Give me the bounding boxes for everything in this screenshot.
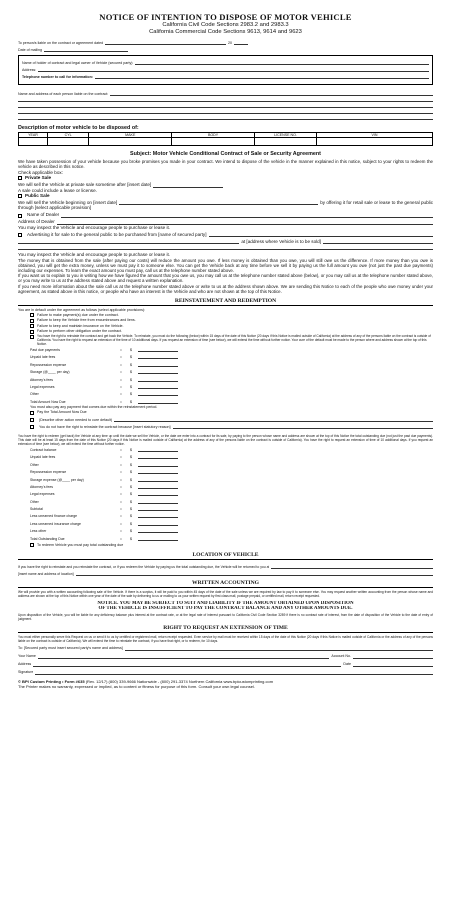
address-label: Address — [18, 662, 32, 667]
redeem-amounts — [18, 446, 433, 542]
date-label: Date — [343, 662, 351, 667]
advertise-text: Advertising it for sale to the general public to be purchased from [name of secured party] — [27, 231, 207, 237]
warning-line-1: NOTICE. YOU MAY BE SUBJECT TO SUIT AND LIABILITY IF THE AMOUNT OBTAINED UPON DISPOSITION — [97, 600, 354, 606]
public-sale-label: Public Sale — [25, 192, 50, 198]
redeem-amount-row — [18, 505, 433, 512]
redeem-amount-label: Total Outstanding Due — [30, 536, 65, 541]
redeem-amount-amount-field[interactable] — [138, 514, 178, 518]
dollar-sign: $ — [130, 455, 132, 460]
leader-dot: • — [120, 499, 122, 504]
redeem-amount-amount-field[interactable] — [138, 470, 178, 474]
reinstate-amount-label: Total Amount Now Due — [30, 399, 66, 404]
col-body: BODY — [172, 133, 255, 138]
col-license: LICENSE NO. — [254, 133, 316, 138]
leader-dot: • — [120, 462, 122, 467]
written-divider — [18, 587, 433, 588]
extension-to-field[interactable] — [125, 646, 433, 651]
redeem-amount-label: Contract balance — [30, 447, 57, 452]
reinstate-checkbox[interactable] — [30, 335, 34, 339]
reinstate-amount-amount-field[interactable] — [138, 400, 178, 404]
redeem-amount-row — [18, 468, 433, 475]
redeem-amount-row — [18, 483, 433, 490]
contract-dated-label: To person/s liable on the contract or agreement dated — [18, 40, 104, 45]
location-insert-label: [insert name and address of location] — [18, 571, 74, 576]
address-field[interactable] — [33, 662, 341, 667]
redeem-amount-amount-field[interactable] — [138, 507, 178, 511]
reinstate-amount-label: Legal expenses — [30, 384, 55, 389]
redeem-amount-amount-field[interactable] — [138, 463, 178, 467]
redeem-amount-label: Other — [30, 499, 39, 504]
location-field[interactable] — [271, 564, 433, 569]
date-field[interactable] — [353, 662, 433, 667]
leader-dot: • — [120, 384, 122, 389]
describe-label: (Describe other action needed to cure default) — [39, 417, 113, 422]
leader-dot: • — [120, 362, 122, 367]
secured-party-name-field[interactable] — [209, 232, 433, 237]
body-cell[interactable] — [172, 138, 255, 146]
signature-field[interactable] — [35, 670, 433, 675]
mailing-date-field[interactable] — [44, 47, 128, 52]
contract-date-field[interactable] — [105, 40, 226, 45]
leader-dot: • — [120, 455, 122, 460]
no-reinstate-label: You do not have the right to reinstate the contract because [insert statutory reason] — [39, 424, 171, 429]
subject-heading: Subject: Motor Vehicle Conditional Contract of Sale or Security Agreement — [130, 151, 321, 158]
redeem-amount-amount-field[interactable] — [138, 537, 178, 541]
footer-disclaimer: The Printer makes no warranty, expressed or implied, as to content or fitness for purpose of this form. Consult your own legal counsel. — [18, 683, 255, 689]
dollar-sign: $ — [130, 514, 132, 519]
reinstate-amount-row — [18, 369, 433, 376]
pay-total-checkbox[interactable] — [30, 411, 34, 415]
footer-brand: © BPI Custom Printing • Form #635 — [18, 678, 85, 684]
reinstate-amount-amount-field[interactable] — [138, 370, 178, 374]
location-address-field[interactable] — [76, 571, 433, 576]
reinstate-amount-row — [18, 361, 433, 368]
account-label: Account No. — [331, 654, 351, 659]
leader-dot: • — [120, 355, 122, 360]
vehicle-heading: Description of motor vehicle to be disposed of: — [18, 125, 139, 132]
inspect-text: You may inspect the Vehicle and encourage people to purchase or lease it. — [18, 224, 171, 230]
your-name-field[interactable] — [38, 654, 330, 659]
reinstate-amount-row — [18, 376, 433, 383]
default-insurance-checkbox[interactable] — [30, 324, 34, 328]
redeem-amount-amount-field[interactable] — [138, 485, 178, 489]
leader-dot: • — [120, 392, 122, 397]
info-paragraph: If you need more information about the sale call us at the telephone number stated above or write to us at the address shown above. We are sending this Notice to each of the people who owe money under your agreement, as stated above in this notice, or people who have an interest in the Vehicle and who are not shown at the top of this Notice. — [18, 283, 433, 294]
reinstate-amount-row — [18, 383, 433, 390]
redeem-amount-amount-field[interactable] — [138, 500, 178, 504]
reinstate-paragraph: You have the right to reinstate the contract and get back the Vehicle. To reinstate, you must do the following (below) within 15 days of the date of this Notice (20 days if this Notice is mailed outside of California) at the address of any of the persons liable on the contract is outside of California. You have the right to request an extension of the time of 10 additional days. If you request an extension of time (see below), we will extend the time without further notice. Your cure of the default must be made to the person where and address shown at the top of this Notice. — [37, 334, 431, 347]
sale-address-field-2[interactable] — [323, 239, 433, 244]
contract-year-field[interactable] — [234, 40, 248, 45]
phone-label: Telephone number to call for information: — [22, 74, 94, 79]
redeem-amount-row — [18, 461, 433, 468]
private-sale-text: We will sell the Vehicle at private sale sometime after [insert date] — [18, 182, 152, 188]
default-payment-label: Failure to make payment(s) due under the contract. — [37, 312, 119, 317]
redeem-amount-label: Other — [30, 462, 39, 467]
location-divider — [18, 559, 433, 560]
leader-dot: • — [120, 514, 122, 519]
dealer-field[interactable] — [61, 213, 433, 218]
dollar-sign: $ — [130, 484, 132, 489]
signature-label: Signature — [18, 670, 34, 675]
default-insurance-label: Failure to keep and maintain insurance on the Vehicle. — [37, 323, 124, 328]
leader-dot: • — [120, 521, 122, 526]
reinstate-amount-amount-field[interactable] — [138, 363, 178, 367]
redeem-amount-row — [18, 454, 433, 461]
liable-persons-field[interactable] — [110, 91, 433, 96]
license-cell[interactable] — [254, 138, 316, 146]
dollar-sign: $ — [130, 477, 132, 482]
dollar-sign: $ — [130, 507, 132, 512]
holder-address-field[interactable] — [38, 67, 429, 72]
form-subtitle-civil: California Civil Code Sections 2983.2 and 2983.3 — [162, 22, 289, 28]
redeem-amount-label: Legal expenses — [30, 492, 55, 497]
reinstate-amount-row — [18, 391, 433, 398]
redeem-amount-row — [18, 513, 433, 520]
redeem-amount-row — [18, 498, 433, 505]
cyl-cell[interactable] — [47, 138, 88, 146]
no-reinstate-field[interactable] — [173, 424, 433, 429]
reinstate-amount-label: Storage (@____ per day) — [30, 370, 70, 375]
year-prefix: 20 — [228, 40, 232, 45]
redeem-amount-amount-field[interactable] — [138, 455, 178, 459]
location-heading: LOCATION OF VEHICLE — [192, 551, 259, 558]
reinstate-amount-row — [18, 354, 433, 361]
section-divider — [18, 305, 433, 306]
extension-heading: RIGHT TO REQUEST AN EXTENSION OF TIME — [163, 624, 288, 631]
redeem-amount-amount-field[interactable] — [138, 478, 178, 482]
redeem-paragraph: You have the right to redeem (get back) the Vehicle at any time up until the date we sell the Vehicle, or the date we enter into a contract for its sale, by paying to the person whose name and address are shown at the top of this Notice the total outstanding due (not just the past due payments). This date will be at least 15 days from the date of this Notice (20 days if this Notice is mailed outside of California) at the address of any of the persons liable on the contract is outside of California). You have the right to request an extension of time of 10 additional days. If you request an extension of time (see below), we will extend the time without further notice. — [18, 434, 433, 447]
col-make: MAKE — [89, 133, 172, 138]
col-year: YEAR — [19, 133, 48, 138]
extension-divider — [18, 632, 433, 633]
redeem-amount-amount-field[interactable] — [138, 448, 178, 452]
dealer-label: Name of Dealer — [27, 212, 60, 218]
also-pay-text: You must also pay any payment that comes due within the reinstatement period. — [30, 405, 158, 410]
leader-dot: • — [120, 477, 122, 482]
private-sale-label: Private Sale — [25, 175, 52, 181]
secured-party-box — [18, 55, 433, 85]
dealer-checkbox[interactable] — [18, 214, 22, 218]
money-paragraph: The money that is obtained from the sale (after paying our costs) will reduce the amount you owe. If less money is obtained than you owe, you will still owe us the difference. If more money than you owe is obtained, you will get the extra money, unless we must pay it to someone else. You can get the Vehicle back at any time before we sell it by paying us the full amount you owe (not just the past due payments) including our expenses. To learn the exact amount you must pay, call us at the telephone number stated above. — [18, 257, 433, 274]
leader-dot: • — [120, 377, 122, 382]
reinstate-amount-row — [18, 346, 433, 353]
leader-dot: • — [120, 492, 122, 497]
reinstate-amount-label: Unpaid late fees — [30, 355, 56, 360]
public-sale-text: We will sell the Vehicle beginning on [insert date] — [18, 200, 118, 205]
explain-paragraph: If you want us to explain to you in writing how we have figured the amount that you owe us, you may call us at the telephone number stated above (below), or you may call us at the telephone number stated above, or you may write to us at the address stated above and request a written explanation. — [18, 273, 433, 284]
reinstate-amount-label: Attorney's fees — [30, 377, 54, 382]
redeem-amount-label: Subtotal — [30, 507, 43, 512]
make-cell[interactable] — [89, 138, 172, 146]
extension-paragraph: You must either personally serve this Request on us or send it to us by certified or registered mail, return receipt requested. Even service by mail must be received within 15 days of the date of this Notice (20 days if this Notice is mailed outside of California or the address of any of the persons liable on the contract is outside of California). We will extend the time to reinstate the contract, if you have that right, or to redeem, for 10 days. — [18, 634, 433, 643]
reinstate-amount-amount-field[interactable] — [138, 392, 178, 396]
account-field[interactable] — [353, 654, 433, 659]
redeem-amount-label: Less unearned insurance charge — [30, 521, 81, 526]
redeem-amount-label: Less unearned finance charge — [30, 514, 78, 519]
dealer-address-label: Address of Dealer — [18, 219, 55, 225]
dollar-sign: $ — [130, 370, 132, 375]
vehicle-table — [18, 132, 433, 146]
holder-address-label: Address: — [22, 67, 37, 72]
redeem-amount-row — [18, 491, 433, 498]
default-other-checkbox[interactable] — [30, 330, 34, 334]
dollar-sign: $ — [130, 348, 132, 353]
reinstate-amounts — [18, 346, 433, 405]
advertise-text-2: at [address where Vehicle is to be sold] — [241, 238, 321, 244]
leader-dot: • — [120, 399, 122, 404]
vin-cell[interactable] — [317, 138, 433, 146]
reinstate-amount-amount-field[interactable] — [138, 355, 178, 359]
private-sale-checkbox[interactable] — [18, 176, 22, 180]
default-liens-label: Failure to keep the Vehicle free from encumbrances and liens. — [37, 318, 136, 323]
leader-dot: • — [120, 370, 122, 375]
form-subtitle-commercial: California Commercial Code Sections 9613, 9614 and 9623 — [149, 28, 302, 35]
written-paragraph: We will provide you with a written accounting following sale of the Vehicle. If there is a surplus, it will be paid to you within 45 days of the date of the sale unless we are required by law to pay it to someone else. You may request another written accounting from the person whose name and address are shown at the top of this Notice within one year of the date of the sale by delivering to us or mailing to us your written request by first class mail, postage prepaid, or certified mail, return receipt requested. — [18, 589, 433, 598]
default-intro: You are in default under the agreement as follows (select applicable provisions): — [18, 308, 146, 313]
describe-field[interactable] — [114, 417, 433, 422]
liable-persons-label: Name and address of each person liable on the contract: — [18, 91, 109, 96]
default-liens-checkbox[interactable] — [30, 319, 34, 323]
dollar-sign: $ — [130, 447, 132, 452]
redeem-amount-row — [18, 476, 433, 483]
redeem-amount-row — [18, 535, 433, 542]
dollar-sign: $ — [130, 384, 132, 389]
inspect-text-2: You may inspect the Vehicle and encourage people to purchase or lease it. — [18, 252, 171, 258]
dollar-sign: $ — [130, 462, 132, 467]
holder-field[interactable] — [135, 60, 429, 65]
your-name-label: Your Name — [18, 654, 36, 659]
col-cyl: CYL — [47, 133, 88, 138]
sale-address-field[interactable] — [18, 239, 239, 244]
advertise-checkbox[interactable] — [18, 233, 22, 237]
sale-address-line-3[interactable] — [18, 244, 433, 250]
disposition-paragraph: Upon disposition of the Vehicle, you will be liable for any deficiency balance plus interest at the contract rate, or at the legal rate of interest pursuant to California Civil Code Section 3289 if there is no contract rate of interest, from the date of disposition of the Vehicle to the date of entry of judgment. — [18, 612, 433, 621]
redeem-checkbox[interactable] — [30, 543, 34, 547]
dollar-sign: $ — [130, 355, 132, 360]
dollar-sign: $ — [130, 377, 132, 382]
redeem-amount-row — [18, 528, 433, 535]
redeem-amount-label: Less other — [30, 529, 47, 534]
default-payment-checkbox[interactable] — [30, 313, 34, 317]
leader-dot: • — [120, 348, 122, 353]
redeem-amount-amount-field[interactable] — [138, 529, 178, 533]
redeem-amount-amount-field[interactable] — [138, 522, 178, 526]
public-sale-text-3: through [select applicable provision] — [18, 205, 92, 211]
reinstate-amount-amount-field[interactable] — [138, 348, 178, 352]
leader-dot: • — [120, 507, 122, 512]
check-applicable: Check applicable box: — [18, 169, 63, 175]
dollar-sign: $ — [130, 499, 132, 504]
reinstate-amount-label: Other — [30, 392, 39, 397]
year-cell[interactable] — [19, 138, 48, 146]
public-sale-checkbox[interactable] — [18, 194, 22, 198]
private-sale-date-field[interactable] — [153, 183, 223, 188]
dollar-sign: $ — [130, 521, 132, 526]
form-title: NOTICE OF INTENTION TO DISPOSE OF MOTOR VEHICLE — [99, 12, 352, 22]
redeem-amount-row — [18, 446, 433, 453]
extension-to-label: To: [Secured party must insert secured party's name and address] — [18, 646, 123, 651]
pay-total-label: Pay the Total Amount Now Due — [37, 410, 87, 415]
reinstate-amount-row — [18, 398, 433, 405]
reinstate-amount-amount-field[interactable] — [138, 385, 178, 389]
liable-persons-line-5[interactable] — [18, 114, 433, 120]
redeem-amount-label: Unpaid late fees — [30, 455, 56, 460]
leader-dot: • — [120, 484, 122, 489]
reinstate-amount-label: Past due payments — [30, 348, 60, 353]
redeem-amount-row — [18, 520, 433, 527]
public-sale-date-field[interactable] — [119, 200, 318, 205]
public-sale-text-2: by offering it for retail sale or lease to the general public — [320, 200, 433, 205]
leader-dot: • — [120, 447, 122, 452]
location-paragraph: If you have the right to reinstate and you reinstate the contract, or if you redeem the Vehicle by paying us the total outstanding due, the Vehicle will be returned to you at — [18, 564, 270, 569]
dollar-sign: $ — [130, 536, 132, 541]
written-heading: WRITTEN ACCOUNTING — [192, 579, 259, 586]
dollar-sign: $ — [130, 529, 132, 534]
reinstatement-heading: REINSTATEMENT AND REDEMPTION — [174, 298, 277, 305]
holder-label: Name of holder of contract and legal owner of Vehicle (secured party): — [22, 60, 134, 65]
redeem-label: To redeem Vehicle you must pay total outstanding due — [37, 542, 124, 547]
no-reinstate-checkbox[interactable] — [30, 425, 34, 429]
redeem-amount-amount-field[interactable] — [138, 492, 178, 496]
default-other-label: Failure to perform other obligation under the contract. — [37, 329, 122, 334]
leader-dot: • — [120, 536, 122, 541]
subject-intro: We have taken possession of your vehicle because you broke promises you made in your contract. We intend to dispose of the vehicle in the manner explained in this notice, subject to your rights to redeem the vehicle as described in this notice. — [18, 159, 433, 170]
dollar-sign: $ — [130, 492, 132, 497]
leader-dot: • — [120, 529, 122, 534]
dollar-sign: $ — [130, 392, 132, 397]
dollar-sign: $ — [130, 470, 132, 475]
redeem-amount-label: Attorney's fees — [30, 484, 54, 489]
reinstate-amount-label: Repossession expense — [30, 362, 67, 367]
redeem-amount-label: Storage expense (@____ per day) — [30, 477, 84, 482]
col-vin: VIN — [317, 133, 433, 138]
private-sale-note: A sale could include a lease or license. — [18, 187, 97, 193]
dollar-sign: $ — [130, 362, 132, 367]
redeem-amount-label: Repossession expense — [30, 470, 67, 475]
warning-line-2: OF THE VEHICLE IS INSUFFICIENT TO PAY THE CONTRACT BALANCE AND ANY OTHER AMOUNTS DUE. — [98, 606, 353, 612]
dollar-sign: $ — [130, 399, 132, 404]
phone-field[interactable] — [95, 74, 429, 79]
leader-dot: • — [120, 470, 122, 475]
mailing-date-label: Date of mailing — [18, 47, 42, 52]
describe-checkbox[interactable] — [30, 418, 34, 422]
footer-contact: (Rev. 12/17) (800) 339-9666 Nationwide - (800) 291-3374 Northern California www.bpicustomprinting.com — [85, 678, 274, 684]
reinstate-amount-amount-field[interactable] — [138, 378, 178, 382]
